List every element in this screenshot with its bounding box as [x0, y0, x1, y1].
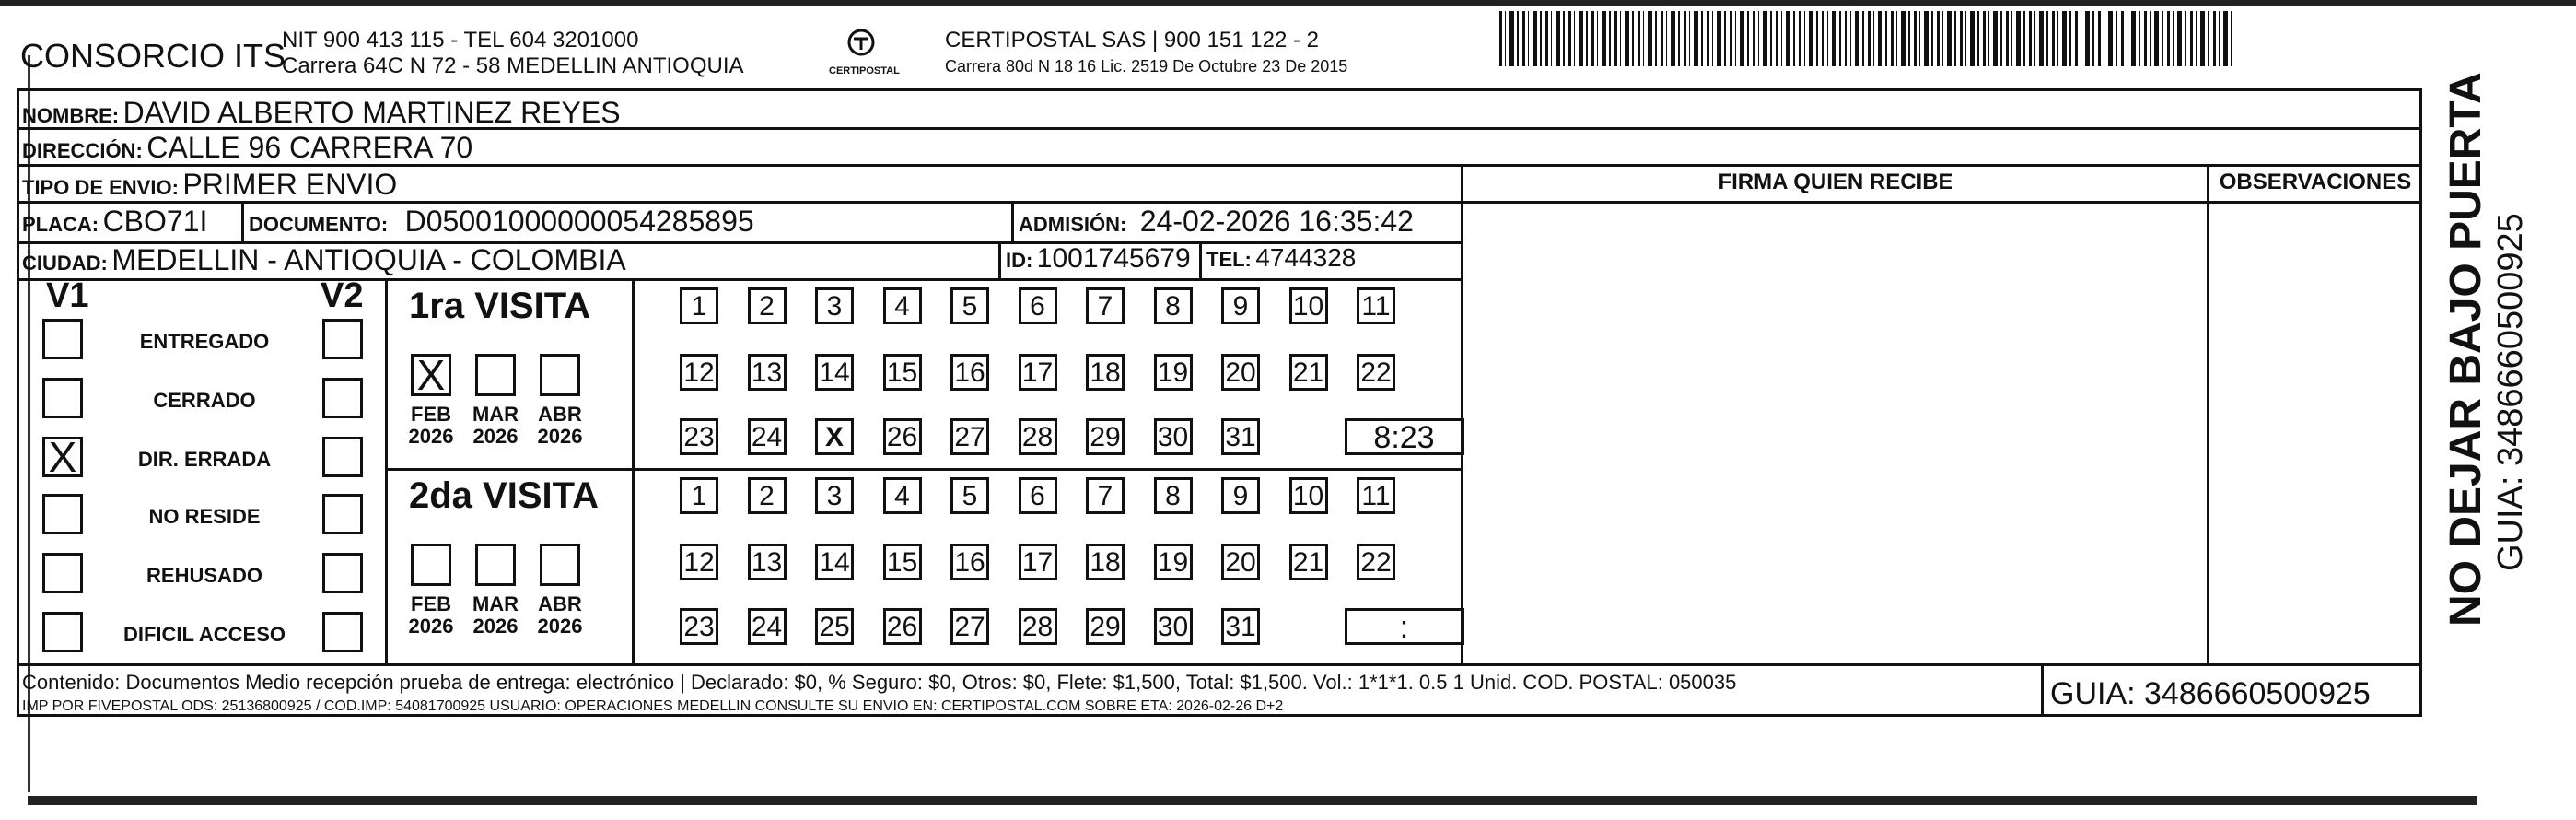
second-visit-month-label — [468, 593, 523, 638]
second-visit-day-box[interactable]: 16 — [950, 544, 989, 580]
v1-checkbox[interactable]: X — [42, 437, 83, 477]
status-label: NO RESIDE — [148, 505, 261, 528]
v2-checkbox[interactable] — [322, 319, 363, 359]
first-visit-day-box[interactable]: 15 — [883, 354, 922, 391]
second-visit-day-box[interactable]: 24 — [748, 608, 787, 645]
month-name: FEB — [411, 403, 451, 426]
first-visit-day-box[interactable]: 10 — [1289, 287, 1328, 324]
tel-row — [1206, 243, 1356, 273]
v1-checkbox[interactable] — [42, 612, 83, 652]
footer-content-line: Contenido: Documentos Medio recepción prueba de entrega: electrónico | Declarado: $0, % Seguro: $0, Otros: $0, Flete: $1,500, Total: $1,500. Vol.: 1*1*1. 0.5 1 Unid. COD. POSTAL: 050035 — [22, 671, 1737, 694]
second-visit-month-checkbox[interactable] — [411, 544, 451, 586]
v2-checkbox[interactable] — [322, 494, 363, 534]
first-visit-time-box[interactable]: 8:23 — [1345, 418, 1464, 455]
v1-checkbox[interactable] — [42, 494, 83, 534]
second-visit-day-box[interactable]: 28 — [1019, 608, 1057, 645]
id-label: ID: — [1006, 249, 1033, 272]
month-name: MAR — [472, 592, 519, 615]
second-visit-day-box[interactable]: 17 — [1019, 544, 1057, 580]
first-visit-day-box[interactable]: 18 — [1086, 354, 1125, 391]
second-visit-day-box[interactable]: 21 — [1289, 544, 1328, 580]
certipostal-logo — [829, 28, 900, 83]
observaciones-header: OBSERVACIONES — [2219, 170, 2412, 194]
first-visit-title: 1ra VISITA — [409, 286, 591, 326]
first-visit-month-checkbox[interactable] — [540, 354, 580, 396]
second-visit-day-box[interactable]: 1 — [680, 477, 718, 514]
status-label: CERRADO — [153, 389, 256, 412]
nombre-label: NOMBRE: — [22, 104, 120, 127]
v2-checkbox[interactable] — [322, 612, 363, 652]
second-visit-day-box[interactable]: 30 — [1154, 608, 1193, 645]
month-year: 2026 — [408, 425, 454, 448]
first-visit-day-box[interactable]: 1 — [680, 287, 718, 324]
direccion-label: DIRECCIÓN: — [22, 139, 143, 162]
footer-print-line: IMP POR FIVEPOSTAL ODS: 25136800925 / COD.IMP: 54081700925 USUARIO: OPERACIONES MEDELLIN CONSULTE SU ENVIO EN: CERTIPOSTAL.COM SOBRE ETA: 2026-02-26 D+2 — [22, 698, 1284, 714]
direccion-value: CALLE 96 CARRERA 70 — [146, 131, 473, 164]
second-visit-day-box[interactable]: 6 — [1019, 477, 1057, 514]
placa-value: CBO71I — [102, 205, 208, 238]
first-visit-day-box[interactable]: 30 — [1154, 418, 1193, 455]
first-visit-day-box[interactable]: 17 — [1019, 354, 1057, 391]
tipo-envio-row — [22, 168, 397, 202]
second-visit-day-box[interactable]: 13 — [748, 544, 787, 580]
first-visit-day-box[interactable]: 14 — [815, 354, 854, 391]
side-warning: NO DEJAR BAJO PUERTA — [2442, 72, 2490, 627]
month-year: 2026 — [537, 615, 583, 638]
month-year: 2026 — [408, 615, 454, 638]
side-text — [2441, 72, 2531, 627]
first-visit-day-box[interactable]: 13 — [748, 354, 787, 391]
v1-checkbox[interactable] — [42, 378, 83, 418]
tipo-envio-label: TIPO DE ENVIO: — [22, 176, 179, 199]
footer-guia: GUIA: 3486660500925 — [2050, 676, 2371, 711]
side-guia: GUIA: 3486660500925 — [2491, 213, 2530, 571]
v1-header: V1 — [46, 276, 89, 315]
first-visit-day-box[interactable]: 5 — [950, 287, 989, 324]
month-name: ABR — [538, 592, 582, 615]
status-label: DIFICIL ACCESO — [122, 623, 286, 646]
first-visit-day-box[interactable]: X — [815, 418, 854, 455]
month-year: 2026 — [537, 425, 583, 448]
second-visit-day-box[interactable]: 29 — [1086, 608, 1125, 645]
first-visit-day-box[interactable]: 31 — [1221, 418, 1260, 455]
ciudad-label: CIUDAD: — [22, 252, 108, 275]
admision-row — [1019, 205, 1414, 239]
first-visit-day-box[interactable]: 3 — [815, 287, 854, 324]
first-visit-day-box[interactable]: 26 — [883, 418, 922, 455]
first-visit-day-box[interactable]: 16 — [950, 354, 989, 391]
id-value: 1001745679 — [1036, 243, 1191, 274]
second-visit-day-box[interactable]: 3 — [815, 477, 854, 514]
first-visit-day-box[interactable]: 20 — [1221, 354, 1260, 391]
first-visit-month-checkbox[interactable]: X — [411, 354, 451, 396]
second-visit-day-box[interactable]: 4 — [883, 477, 922, 514]
first-visit-month-label — [468, 404, 523, 448]
first-visit-month-checkbox[interactable] — [475, 354, 516, 396]
month-year: 2026 — [472, 425, 519, 448]
second-visit-day-box[interactable]: 25 — [815, 608, 854, 645]
second-visit-day-box[interactable]: 12 — [680, 544, 718, 580]
documento-value: D05001000000054285895 — [404, 205, 754, 238]
second-visit-day-box[interactable]: 14 — [815, 544, 854, 580]
second-visit-day-box[interactable]: 10 — [1289, 477, 1328, 514]
first-visit-day-box[interactable]: 12 — [680, 354, 718, 391]
tel-label: TEL: — [1206, 248, 1252, 271]
first-visit-day-box[interactable]: 29 — [1086, 418, 1125, 455]
first-visit-day-box[interactable]: 8 — [1154, 287, 1193, 324]
placa-label: PLACA: — [22, 213, 99, 236]
ciudad-row — [22, 243, 626, 277]
status-label: DIR. ERRADA — [137, 448, 272, 471]
first-visit-day-box[interactable]: 19 — [1154, 354, 1193, 391]
first-visit-day-box[interactable]: 27 — [950, 418, 989, 455]
company-name: CONSORCIO ITS — [20, 37, 286, 75]
direccion-row — [22, 131, 472, 165]
second-visit-day-box[interactable]: 20 — [1221, 544, 1260, 580]
second-visit-month-checkbox[interactable] — [475, 544, 516, 586]
second-visit-day-box[interactable]: 2 — [748, 477, 787, 514]
first-visit-day-box[interactable]: 9 — [1221, 287, 1260, 324]
documento-label: DOCUMENTO: — [249, 213, 389, 236]
v2-checkbox[interactable] — [322, 553, 363, 593]
tipo-envio-value: PRIMER ENVIO — [182, 168, 398, 201]
id-row — [1006, 243, 1191, 275]
company-nit: NIT 900 413 115 - TEL 604 3201000 — [282, 28, 639, 53]
scan-edge-bottom — [28, 796, 2477, 805]
v2-checkbox[interactable] — [322, 378, 363, 418]
month-name: MAR — [472, 403, 519, 426]
certipostal-line1: CERTIPOSTAL SAS | 900 151 122 - 2 — [945, 28, 1319, 53]
first-visit-day-box[interactable]: 11 — [1357, 287, 1395, 324]
second-visit-month-label — [403, 593, 459, 638]
first-visit-month-label — [403, 404, 459, 448]
first-visit-day-box[interactable]: 2 — [748, 287, 787, 324]
nombre-row — [22, 96, 621, 130]
scan-edge-top — [0, 0, 2576, 6]
month-year: 2026 — [472, 615, 519, 638]
second-visit-day-box[interactable]: 18 — [1086, 544, 1125, 580]
second-visit-day-box[interactable]: 5 — [950, 477, 989, 514]
second-visit-day-box[interactable]: 19 — [1154, 544, 1193, 580]
second-visit-day-box[interactable]: 23 — [680, 608, 718, 645]
documento-row — [249, 205, 754, 239]
first-visit-day-box[interactable]: 21 — [1289, 354, 1328, 391]
ciudad-value: MEDELLIN - ANTIOQUIA - COLOMBIA — [111, 243, 626, 276]
v1-checkbox[interactable] — [42, 553, 83, 593]
first-visit-day-box[interactable]: 6 — [1019, 287, 1057, 324]
first-visit-day-box[interactable]: 23 — [680, 418, 718, 455]
company-address: Carrera 64C N 72 - 58 MEDELLIN ANTIOQUIA — [282, 53, 744, 78]
admision-label: ADMISIÓN: — [1019, 213, 1127, 236]
second-visit-month-checkbox[interactable] — [540, 544, 580, 586]
status-label: REHUSADO — [146, 564, 262, 587]
second-visit-day-box[interactable]: 27 — [950, 608, 989, 645]
nombre-value: DAVID ALBERTO MARTINEZ REYES — [122, 96, 621, 129]
first-visit-day-box[interactable]: 24 — [748, 418, 787, 455]
second-visit-day-box[interactable]: 9 — [1221, 477, 1260, 514]
first-visit-month-label — [532, 404, 588, 448]
placa-row — [22, 205, 207, 239]
second-visit-title: 2da VISITA — [409, 475, 599, 516]
month-name: ABR — [538, 403, 582, 426]
v2-header: V2 — [321, 276, 364, 315]
admision-value: 24-02-2026 16:35:42 — [1139, 205, 1414, 238]
first-visit-day-box[interactable]: 7 — [1086, 287, 1125, 324]
second-visit-month-label — [532, 593, 588, 638]
month-name: FEB — [411, 592, 451, 615]
tel-value: 4744328 — [1255, 243, 1357, 272]
second-visit-day-box[interactable]: 31 — [1221, 608, 1260, 645]
barcode — [1499, 11, 2236, 66]
second-visit-day-box[interactable]: 8 — [1154, 477, 1193, 514]
firma-header: FIRMA QUIEN RECIBE — [1718, 170, 1953, 194]
second-visit-day-box[interactable]: 26 — [883, 608, 922, 645]
second-visit-time-box[interactable]: : — [1345, 608, 1464, 645]
second-visit-day-box[interactable]: 22 — [1357, 544, 1395, 580]
second-visit-day-box[interactable]: 11 — [1357, 477, 1395, 514]
v1-checkbox[interactable] — [42, 319, 83, 359]
first-visit-day-box[interactable]: 22 — [1357, 354, 1395, 391]
second-visit-day-box[interactable]: 15 — [883, 544, 922, 580]
certipostal-logo-icon — [843, 28, 880, 61]
first-visit-day-box[interactable]: 4 — [883, 287, 922, 324]
second-visit-day-box[interactable]: 7 — [1086, 477, 1125, 514]
logo-text: CERTIPOSTAL — [829, 65, 900, 76]
first-visit-day-box[interactable]: 28 — [1019, 418, 1057, 455]
v2-checkbox[interactable] — [322, 437, 363, 477]
status-label: ENTREGADO — [139, 330, 270, 353]
certipostal-line2: Carrera 80d N 18 16 Lic. 2519 De Octubre 23 De 2015 — [945, 57, 1348, 76]
